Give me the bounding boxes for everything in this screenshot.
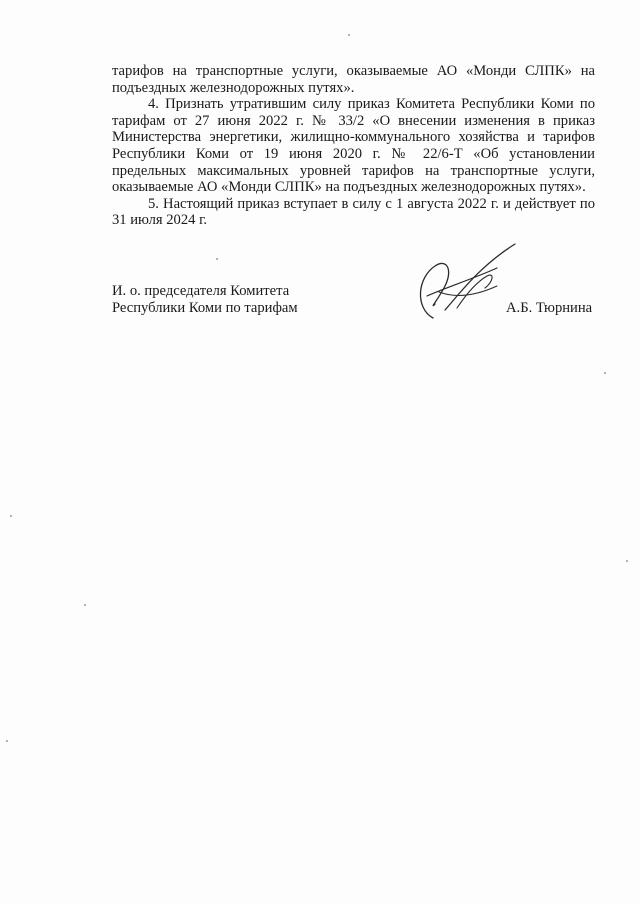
signer-position-line-2: Республики Коми по тарифам: [112, 299, 298, 316]
scan-speck: [626, 560, 628, 562]
scan-speck: [216, 258, 218, 260]
scan-speck: [348, 34, 350, 36]
signer-position: [112, 283, 372, 316]
scan-speck: [84, 604, 86, 606]
paragraph-4: 4. Признать утратившим силу приказ Комитета Республики Коми по тарифам от 27 июня 2022 г. № 33/2 «О внесении изменения в приказ Министерства энергетики, жилищно-коммунального хозяйства и тарифов Республики Коми от 19 июня 2020 г. № 22/6-Т «Об установлении предельных максимальных уровней тарифов на транспортные услуги, оказываемые АО «Монди СЛПК» на подъездных железнодорожных путях».: [112, 96, 595, 196]
document-body: [112, 63, 595, 229]
scan-speck: [10, 515, 12, 517]
paragraph-5: 5. Настоящий приказ вступает в силу с 1 августа 2022 г. и действует по 31 июля 2024 г.: [112, 195, 595, 229]
paragraph-3-continuation: тарифов на транспортные услуги, оказываемые АО «Монди СЛПК» на подъездных железнодорожных путях».: [112, 63, 595, 96]
scan-speck: [604, 372, 606, 374]
signer-name: А.Б. Тюрнина: [506, 300, 593, 316]
scan-speck: [6, 740, 8, 742]
signer-position-line-1: И. о. председателя Комитета: [112, 283, 290, 299]
